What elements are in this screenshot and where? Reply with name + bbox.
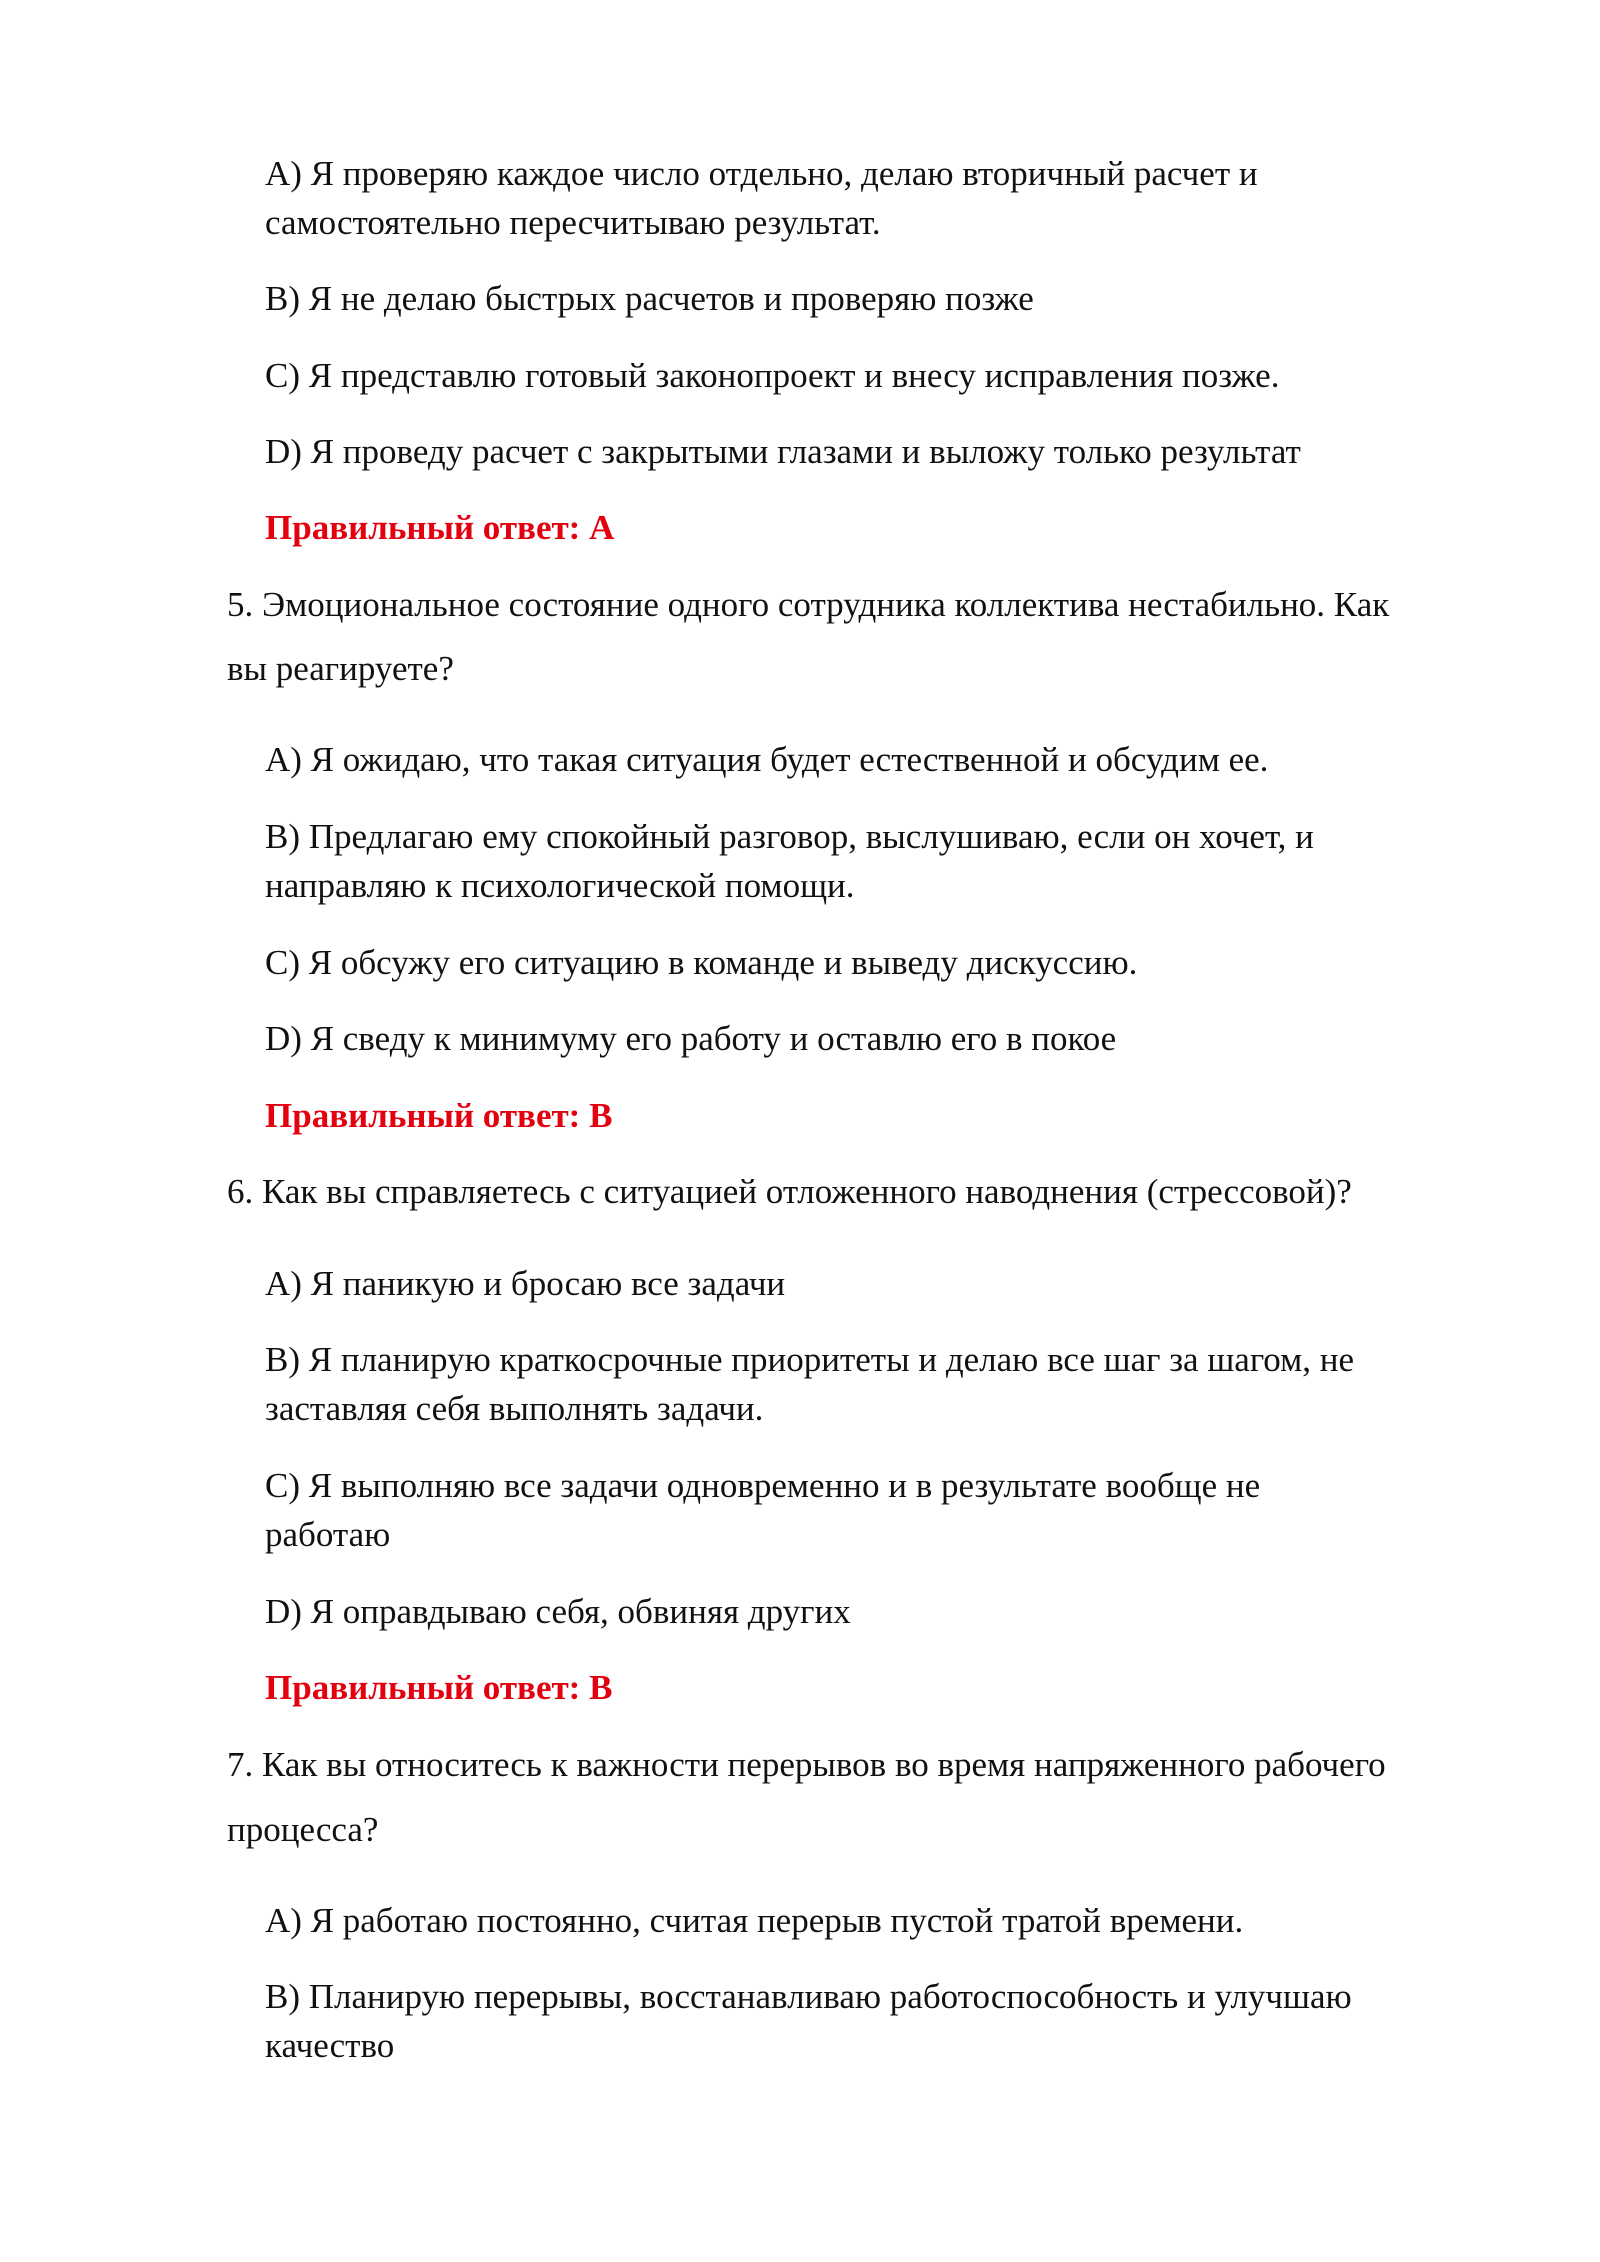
q4-option-a-line-1: A) Я проверяю каждое число отдельно, делаю вторичный расчет и (265, 154, 1258, 193)
q4-option-d: D) Я проведу расчет с закрытыми глазами и выложу только результат (265, 432, 1301, 471)
q6-option-a: A) Я паникую и бросаю все задачи (265, 1264, 786, 1303)
q5-question-line-2: вы реагируете? (227, 649, 454, 688)
q4-correct-answer: Правильный ответ: A (265, 508, 615, 547)
q6-option-c-line-1: C) Я выполняю все задачи одновременно и в результате вообще не (265, 1466, 1261, 1505)
q5-correct-answer: Правильный ответ: B (265, 1096, 613, 1135)
q5-option-b-line-1: B) Предлагаю ему спокойный разговор, выслушиваю, если он хочет, и (265, 817, 1314, 856)
q6-option-c-line-2: работаю (265, 1515, 391, 1554)
q7-question-line-1: 7. Как вы относитесь к важности перерывов во время напряженного рабочего (227, 1745, 1386, 1784)
q5-option-c: C) Я обсужу его ситуацию в команде и выведу дискуссию. (265, 943, 1138, 982)
q4-option-c: C) Я представлю готовый законопроект и внесу исправления позже. (265, 356, 1280, 395)
q6-option-b-line-2: заставляя себя выполнять задачи. (265, 1389, 764, 1428)
q7-option-a: A) Я работаю постоянно, считая перерыв пустой тратой времени. (265, 1901, 1244, 1940)
q6-option-d: D) Я оправдываю себя, обвиняя других (265, 1592, 851, 1631)
q5-option-a: A) Я ожидаю, что такая ситуация будет естественной и обсудим ее. (265, 740, 1269, 779)
q5-question-line-1: 5. Эмоциональное состояние одного сотрудника коллектива нестабильно. Как (227, 585, 1390, 624)
q6-question-line-1: 6. Как вы справляетесь с ситуацией отложенного наводнения (стрессовой)? (227, 1172, 1352, 1211)
q5-option-d: D) Я сведу к минимуму его работу и оставлю его в покое (265, 1019, 1117, 1058)
q4-option-a-line-2: самостоятельно пересчитываю результат. (265, 203, 881, 242)
q6-correct-answer: Правильный ответ: B (265, 1668, 613, 1707)
q5-option-b-line-2: направляю к психологической помощи. (265, 866, 855, 905)
q7-question-line-2: процесса? (227, 1810, 379, 1849)
q7-option-b-line-2: качество (265, 2026, 395, 2065)
q4-option-b: B) Я не делаю быстрых расчетов и проверяю позже (265, 279, 1034, 318)
q6-option-b-line-1: B) Я планирую краткосрочные приоритеты и делаю все шаг за шагом, не (265, 1340, 1355, 1379)
q7-option-b-line-1: B) Планирую перерывы, восстанавливаю работоспособность и улучшаю (265, 1977, 1352, 2016)
